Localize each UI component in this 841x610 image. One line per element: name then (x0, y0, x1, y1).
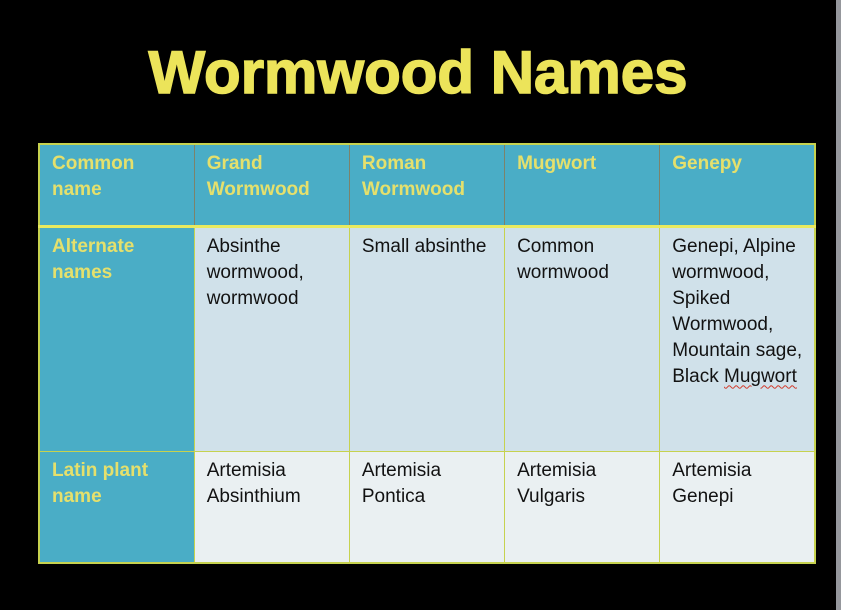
cell-latin-genepy: Artemisia Genepi (660, 451, 815, 563)
table-header-row (39, 144, 815, 226)
row-label-latin-plant-name: Latin plant name (39, 451, 194, 563)
col-header-common-name: Common name (39, 144, 194, 226)
cell-text: Genepi, Alpine wormwood, Spiked Wormwood, Mountain sage, Black (672, 235, 803, 387)
wormwood-names-table (38, 143, 816, 564)
row-label-alternate-names: Alternate names (39, 226, 194, 451)
cell-latin-mugwort: Artemisia Vulgaris (505, 451, 660, 563)
table-row-latin-plant-name (39, 451, 815, 563)
cell-alternate-roman-wormwood: Small absinthe (349, 226, 504, 451)
cell-alternate-grand-wormwood: Absinthe wormwood, wormwood (194, 226, 349, 451)
slide-title: Wormwood Names (148, 39, 688, 106)
col-header-grand-wormwood: Grand Wormwood (194, 144, 349, 226)
cell-alternate-genepy (660, 226, 815, 451)
col-header-mugwort: Mugwort (505, 144, 660, 226)
window-border (836, 0, 841, 610)
cell-latin-grand-wormwood: Artemisia Absinthium (194, 451, 349, 563)
cell-alternate-mugwort: Common wormwood (505, 226, 660, 451)
misspelled-word: Mugwort (724, 365, 797, 387)
col-header-genepy: Genepy (660, 144, 815, 226)
table-row-alternate-names (39, 226, 815, 451)
col-header-roman-wormwood: Roman Wormwood (349, 144, 504, 226)
cell-latin-roman-wormwood: Artemisia Pontica (349, 451, 504, 563)
